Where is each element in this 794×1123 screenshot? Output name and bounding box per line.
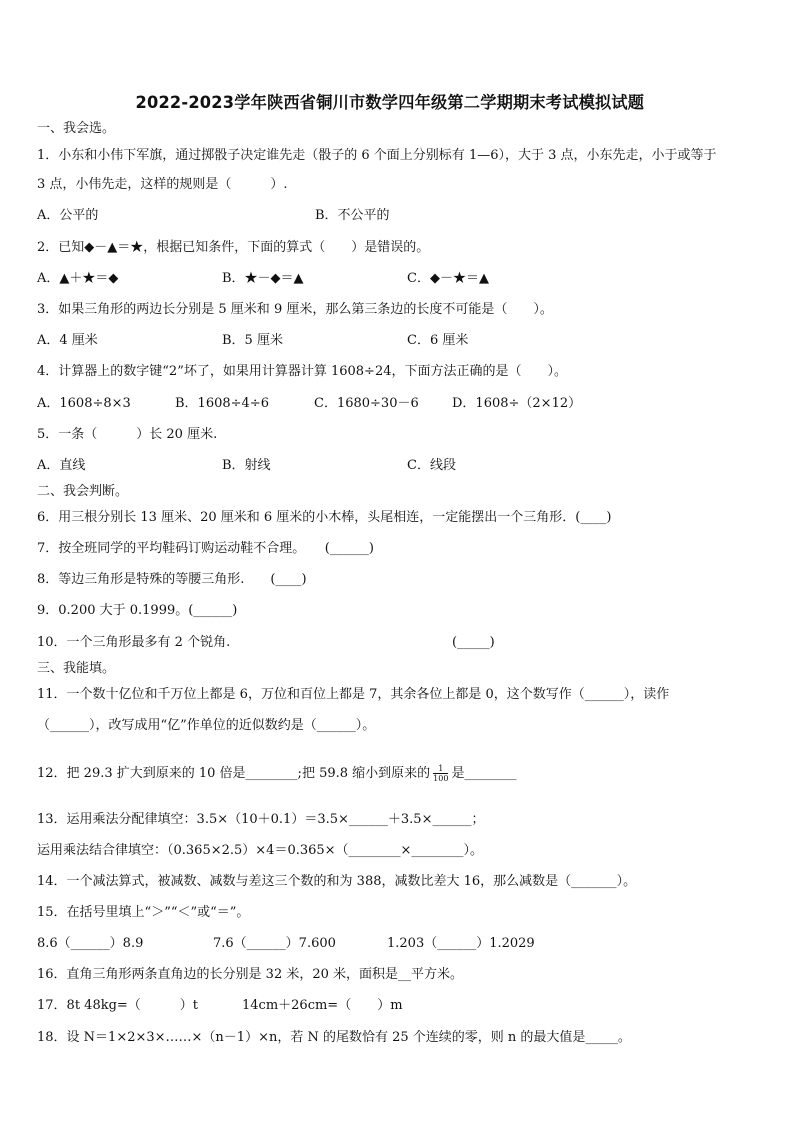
question-6: 6．用三根分别长 13 厘米、20 厘米和 6 厘米的小木棒，头尾相连，一定能摆出一个三角形．(____) (37, 510, 612, 525)
question-5-stem: 5．一条（ ）长 20 厘米. (37, 427, 218, 442)
fraction-numerator: 1 (433, 764, 448, 774)
section-heading-fill: 三、我能填。 (37, 661, 116, 676)
question-10-blank: (_____) (452, 635, 495, 650)
question-4-option-c: C．1680÷30－6 (314, 396, 419, 411)
question-4-option-d: D．1608÷（2×12） (452, 396, 582, 411)
question-12 (37, 764, 516, 783)
question-10-stem: 10．一个三角形最多有 2 个锐角. (37, 635, 231, 650)
question-15-item-b: 7.6（______）7.600 (213, 936, 336, 951)
question-11-line-2: （______），改写成用“亿”作单位的近似数约是（______）。 (37, 718, 376, 733)
question-3-option-b: B．5 厘米 (222, 333, 283, 348)
fraction (433, 764, 448, 783)
question-14: 14．一个减法算式，被减数、减数与差这三个数的和为 388，减数比差大 16，那么减数是（_______）。 (37, 874, 637, 889)
question-3-option-c: C．6 厘米 (407, 333, 469, 348)
question-4-stem: 4．计算器上的数字键“2”坏了，如果用计算器计算 1608÷24，下面方法正确的是（ ）。 (37, 364, 567, 379)
question-1-option-b: B．不公平的 (315, 208, 390, 223)
question-12-text-after: 是________ (451, 766, 517, 781)
question-2-stem: 2．已知◆－▲＝★，根据已知条件，下面的算式（ ）是错误的。 (37, 240, 430, 255)
question-17-part-b: 14cm＋26cm=（ ）m (242, 998, 403, 1013)
question-3-stem: 3．如果三角形的两边长分别是 5 厘米和 9 厘米，那么第三条边的长度不可能是（ ）。 (37, 302, 553, 317)
question-13-line-2: 运用乘法结合律填空：（0.365×2.5）×4＝0.365×（________×________）。 (37, 843, 483, 858)
question-4-option-a: A．1608÷8×3 (37, 396, 131, 411)
question-2-option-b: B．★－◆＝▲ (222, 271, 304, 286)
question-9: 9．0.200 大于 0.1999。(______) (37, 603, 238, 618)
question-11-line-1: 11．一个数十亿位和千万位上都是 6，万位和百位上都是 7，其余各位上都是 0，这个数写作（______），读作 (37, 687, 670, 702)
question-1-option-a: A．公平的 (37, 208, 99, 223)
question-1-line-1: 1．小东和小伟下军旗，通过掷骰子决定谁先走（骰子的 6 个面上分别标有 1—6），大于 3 点，小东先走，小于或等于 (37, 148, 717, 163)
question-18: 18．设 N＝1×2×3×……×（n－1）×n，若 N 的尾数恰有 25 个连续的零，则 n 的最大值是_____。 (37, 1030, 631, 1045)
question-2-option-a: A．▲＋★＝◆ (37, 271, 119, 286)
question-7: 7．按全班同学的平均鞋码订购运动鞋不合理。 (______) (37, 541, 374, 556)
question-13-line-1: 13．运用乘法分配律填空：3.5×（10＋0.1）＝3.5×______＋3.5×______； (37, 812, 485, 827)
question-5-option-c: C．线段 (407, 458, 456, 473)
question-15-stem: 15．在括号里填上“＞”“＜”或“＝”。 (37, 905, 250, 920)
question-16: 16．直角三角形两条直角边的长分别是 32 米，20 米，面积是__平方米。 (37, 967, 464, 982)
fraction-denominator: 100 (433, 774, 449, 783)
question-8: 8．等边三角形是特殊的等腰三角形. (____) (37, 572, 307, 587)
question-15-item-c: 1.203（______）1.2029 (387, 936, 535, 951)
question-2-option-c: C．◆－★＝▲ (407, 271, 489, 286)
question-17-part-a: 17．8t 48kg=（ ）t (37, 998, 199, 1013)
page-title: 2022-2023学年陕西省铜川市数学四年级第二学期期末考试模拟试题 (135, 93, 645, 112)
question-4-option-b: B．1608÷4÷6 (175, 396, 269, 411)
question-5-option-b: B．射线 (222, 458, 271, 473)
question-12-text-before: 12．把 29.3 扩大到原来的 10 倍是________;把 59.8 缩小到原来的 (37, 766, 431, 781)
question-5-option-a: A．直线 (37, 458, 86, 473)
section-heading-choice: 一、我会选。 (37, 121, 116, 136)
section-heading-judge: 二、我会判断。 (37, 484, 129, 499)
question-1-line-2: 3 点，小伟先走，这样的规则是（ ）. (37, 177, 288, 192)
question-15-item-a: 8.6（______）8.9 (37, 936, 144, 951)
question-3-option-a: A．4 厘米 (37, 333, 98, 348)
